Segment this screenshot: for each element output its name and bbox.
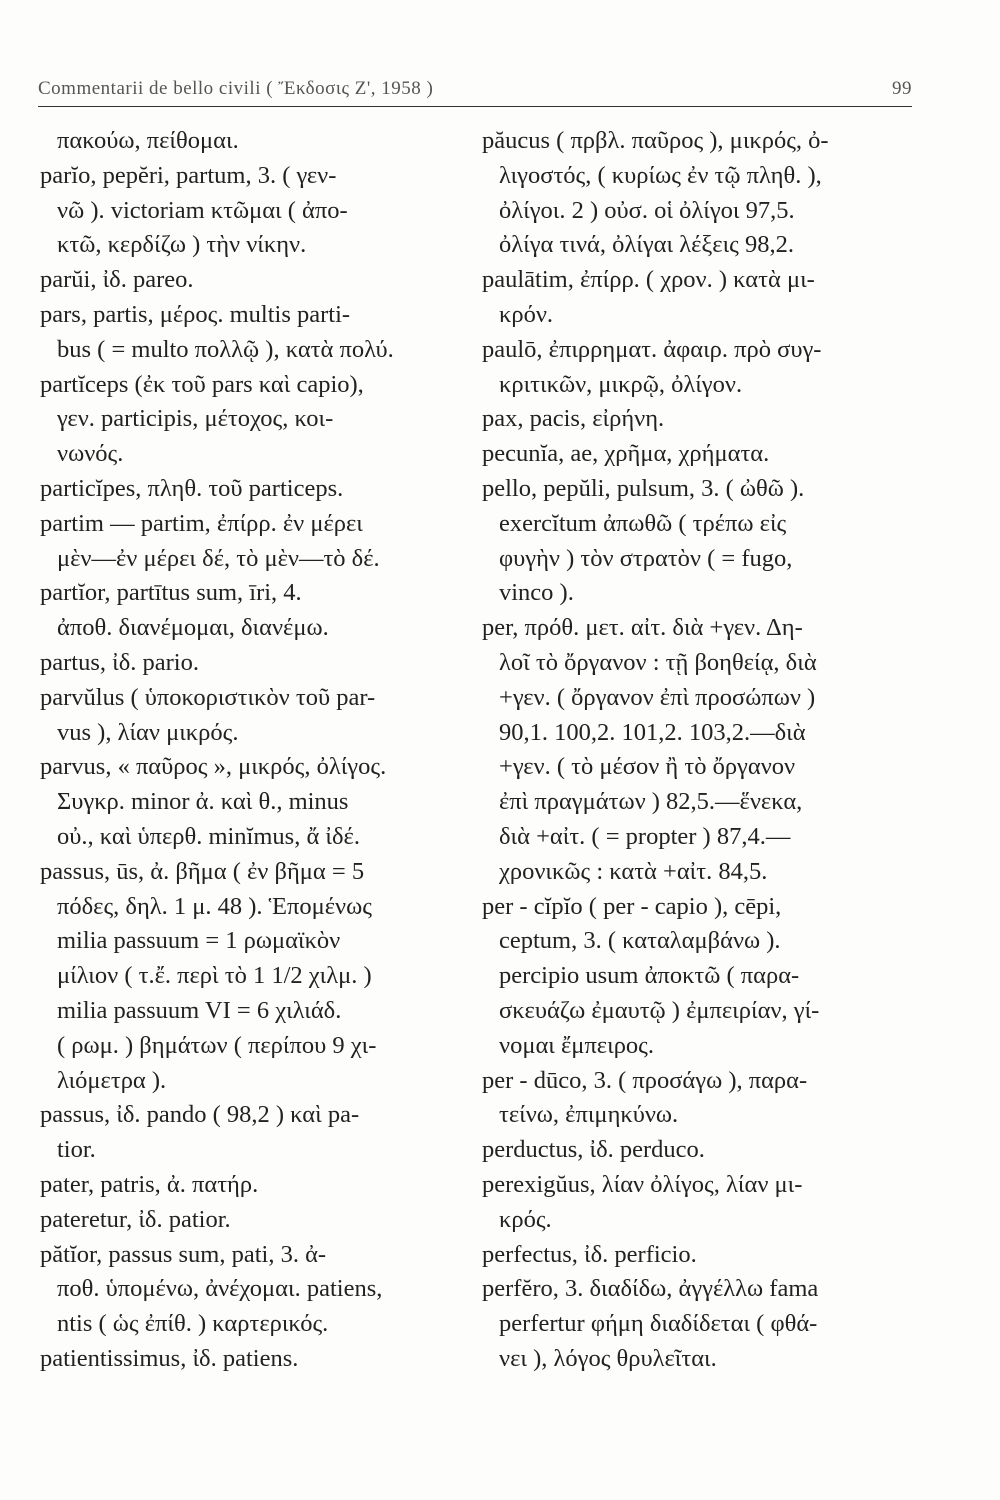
entry-line: parŭi, ἰδ. pareo. xyxy=(40,266,194,294)
entry-line: ntis ( ὡς ἐπίθ. ) καρτερικός. xyxy=(57,1310,329,1338)
running-title: Commentarii de bello civili ( Ἔκδοσις Ζ', 1958 ) xyxy=(38,78,434,99)
page-number: 99 xyxy=(892,78,912,99)
entry-line: ὀλίγα τινά, ὀλίγαι λέξεις 98,2. xyxy=(499,231,795,259)
entry-line: χρονικῶς : κατὰ +αἰτ. 84,5. xyxy=(499,857,768,885)
entry-line: κτῶ, κερδίζω ) τὴν νίκην. xyxy=(57,231,307,259)
entry-line: per, πρόθ. μετ. αἰτ. διὰ +γεν. Δη- xyxy=(482,614,803,642)
entry-line: πόδες, δηλ. 1 μ. 48 ). Ἑπομένως xyxy=(57,892,372,920)
entry-line: Συγκρ. minor ἀ. καὶ θ., minus xyxy=(57,788,349,816)
entry-line: paulātim, ἐπίρρ. ( χρον. ) κατὰ μι- xyxy=(482,266,815,294)
entry-line: οὐ., καὶ ὑπερθ. minĭmus, ἄ ἰδέ. xyxy=(57,822,360,850)
entry-line: νωνός. xyxy=(57,440,124,468)
entry-line: σκευάζω ἐμαυτῷ ) ἐμπειρίαν, γί- xyxy=(499,996,820,1024)
entry-line: parĭo, pepĕri, partum, 3. ( γεν- xyxy=(40,161,337,189)
entry-line: vinco ). xyxy=(499,579,574,607)
entry-line: pateretur, ἰδ. patior. xyxy=(40,1205,231,1233)
entry-line: ὀλίγοι. 2 ) οὐσ. οἱ ὀλίγοι 97,5. xyxy=(499,196,795,224)
entry-line: τείνω, ἐπιμηκύνω. xyxy=(499,1101,679,1129)
entry-line: perfertur φήμη διαδίδεται ( φθά- xyxy=(499,1310,818,1338)
entry-line: pars, partis, μέρος. multis parti- xyxy=(40,300,351,328)
right-column xyxy=(482,124,912,1377)
entry-line: μὲν—ἐν μέρει δέ, τὸ μὲν—τὸ δέ. xyxy=(57,544,380,572)
entry-line: ἀποθ. διανέμομαι, διανέμω. xyxy=(57,614,329,642)
entry-line: perfectus, ἰδ. perficio. xyxy=(482,1240,697,1268)
running-head xyxy=(38,72,912,107)
entry-line: φυγὴν ) τὸν στρατὸν ( = fugo, xyxy=(499,544,793,572)
entry-line: partĭor, partītus sum, īri, 4. xyxy=(40,579,302,607)
entry-line: perfĕro, 3. διαδίδω, ἀγγέλλω fama xyxy=(482,1275,819,1303)
left-column xyxy=(40,124,470,1377)
entry-line: paulō, ἐπιρρηματ. ἀφαιρ. πρὸ συγ- xyxy=(482,335,822,363)
entry-line: μίλιον ( τ.ἔ. περὶ τὸ 1 1/2 χιλμ. ) xyxy=(57,962,372,990)
entry-line: ἐπὶ πραγμάτων ) 82,5.—ἕνεκα, xyxy=(499,788,803,816)
entry-line: +γεν. ( τὸ μέσον ἢ τὸ ὄργανον xyxy=(499,753,796,781)
entry-line: νομαι ἔμπειρος. xyxy=(499,1031,654,1059)
entry-line: parvus, « παῦρος », μικρός, ὀλίγος. xyxy=(40,753,387,781)
entry-line: νει ), λόγος θρυλεῖται. xyxy=(499,1344,717,1372)
entry-line: partĭceps (ἐκ τοῦ pars καὶ capio), xyxy=(40,370,364,398)
entry-line: κριτικῶν, μικρῷ, ὀλίγον. xyxy=(499,370,743,398)
entry-line: pătĭor, passus sum, pati, 3. ἀ- xyxy=(40,1240,327,1268)
entry-line: λιόμετρα ). xyxy=(57,1066,167,1094)
entry-line: parvŭlus ( ὑποκοριστικὸν τοῦ par- xyxy=(40,683,376,711)
entry-line: percipio usum ἀποκτῶ ( παρα- xyxy=(499,962,800,990)
entry-line: pello, pepŭli, pulsum, 3. ( ὠθῶ ). xyxy=(482,474,805,502)
entry-line: ceptum, 3. ( καταλαμβάνω ). xyxy=(499,927,781,955)
entry-line: vus ), λίαν μικρός. xyxy=(57,718,239,746)
entry-line: patientissimus, ἰδ. patiens. xyxy=(40,1344,299,1372)
entry-line: partus, ἰδ. pario. xyxy=(40,648,199,676)
entry-line: tior. xyxy=(57,1136,96,1164)
entry-line: păucus ( πρβλ. παῦρος ), μικρός, ὀ- xyxy=(482,127,829,154)
entry-line: λιγοστός, ( κυρίως ἐν τῷ πληθ. ), xyxy=(499,161,822,189)
entry-line: νῶ ). victoriam κτῶμαι ( ἀπο- xyxy=(57,196,348,224)
entry-line: particĭpes, πληθ. τοῦ particeps. xyxy=(40,474,344,502)
entry-line: perexigŭus, λίαν ὀλίγος, λίαν μι- xyxy=(482,1170,803,1198)
entry-line: διὰ +αἰτ. ( = propter ) 87,4.— xyxy=(499,822,791,850)
entry-line: pecunĭa, ae, χρῆμα, χρήματα. xyxy=(482,440,770,468)
entry-line: per - dūco, 3. ( προσάγω ), παρα- xyxy=(482,1066,808,1094)
entry-line: πακούω, πείθομαι. xyxy=(57,127,239,154)
entry-line: bus ( = multo πολλῷ ), κατὰ πολύ. xyxy=(57,335,394,363)
entry-line: milia passuum VI = 6 χιλιάδ. xyxy=(57,996,342,1024)
entry-line: ποθ. ὑπομένω, ἀνέχομαι. patiens, xyxy=(57,1275,383,1303)
entry-line: partim — partim, ἐπίρρ. ἐν μέρει xyxy=(40,509,363,537)
entry-line: passus, ἰδ. pando ( 98,2 ) καὶ pa- xyxy=(40,1101,360,1129)
entry-line: exercĭtum ἀπωθῶ ( τρέπω εἰς xyxy=(499,509,787,537)
entry-line: λοῖ τὸ ὄργανον : τῇ βοηθείᾳ, διὰ xyxy=(499,648,817,676)
entry-line: pater, patris, ἀ. πατήρ. xyxy=(40,1170,259,1198)
entry-line: γεν. participis, μέτοχος, κοι- xyxy=(57,405,334,433)
entry-line: κρός. xyxy=(499,1205,552,1233)
entry-line: milia passuum = 1 ρωμαϊκὸν xyxy=(57,927,341,955)
entry-line: perductus, ἰδ. perduco. xyxy=(482,1136,705,1164)
entry-line: pax, pacis, εἰρήνη. xyxy=(482,405,665,433)
entry-line: +γεν. ( ὄργανον ἐπὶ προσώπων ) xyxy=(499,683,816,711)
entry-line: κρόν. xyxy=(499,300,554,328)
entry-line: ( ρωμ. ) βημάτων ( περίπου 9 χι- xyxy=(57,1031,377,1059)
entry-line: passus, ūs, ἀ. βῆμα ( ἐν βῆμα = 5 xyxy=(40,857,365,885)
entry-line: per - cĭpĭo ( per - capio ), cēpi, xyxy=(482,892,782,920)
entry-line: 90,1. 100,2. 101,2. 103,2.—διὰ xyxy=(499,718,806,746)
